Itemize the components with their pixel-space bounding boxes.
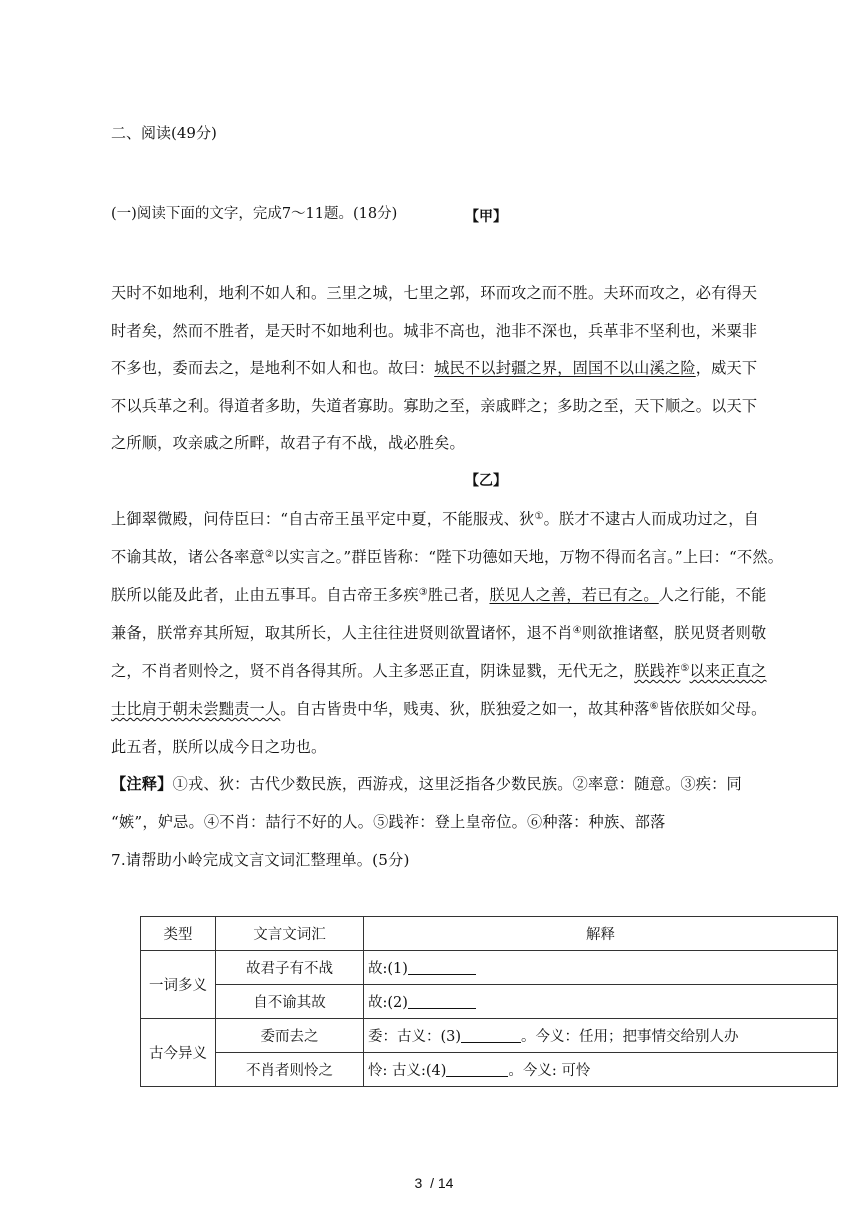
yi-line-1-post: 。朕才不逮古人而成功过之，自	[543, 510, 760, 528]
jia-line-3-post: ，威天下	[695, 359, 758, 377]
explain-prefix: 委：古义：(3)	[368, 1029, 462, 1045]
jia-line-3	[111, 357, 757, 378]
yi-underlined-sentence: 朕见人之善，若已有之。	[489, 586, 659, 604]
explain-prefix: 故:(2)	[368, 995, 408, 1011]
jia-line-4: 不以兵革之利。得道者多助，失道者寡助。寡助之至，亲戚畔之；多助之至，天下顺之。以天下	[111, 397, 758, 415]
yi-line-6	[111, 698, 766, 719]
jia-line-5: 之所顺，攻亲戚之所畔，故君子有不战，战必胜矣。	[111, 434, 465, 452]
notes-line-2: “嫉”，妒忌。④不肖：喆行不好的人。⑤践祚：登上皇帝位。⑥种落：种族、部落	[111, 813, 666, 831]
yi-title: 【乙】	[465, 473, 507, 489]
part-intro: (一)阅读下面的文字，完成7～11题。(18分)	[111, 206, 398, 222]
yi-line-3-mid: 胜己者，	[427, 586, 490, 604]
jia-line-2: 时者矣，然而不胜者，是天时不如地利也。城非不高也，池非不深也，兵革非不坚利也，米粟非	[111, 322, 758, 340]
page-number: 3 / 14	[414, 1175, 454, 1191]
table-row	[141, 1019, 838, 1053]
jia-title: 【甲】	[465, 209, 507, 225]
yi-line-2-post: 以实言之。”群臣皆称：“陛下功德如天地，万物不得而名言。”上曰：“不然。	[274, 548, 784, 566]
jia-line-1: 天时不如地利，地利不如人和。三里之城，七里之郭，环而攻之而不胜。夫环而攻之，必有得天	[111, 284, 758, 302]
yi-wavy-sentence-a: 朕践祚	[634, 662, 681, 680]
yi-line-1-pre: 上御翠微殿，问侍臣曰：“自古帝王虽平定中夏，不能服戎、狄	[111, 510, 535, 528]
yi-line-2-pre: 不谕其故，诸公各率意	[111, 548, 265, 566]
answer-blank-2[interactable]	[408, 994, 476, 1009]
note-mark-4: ④	[572, 625, 582, 636]
answer-blank-3[interactable]	[461, 1028, 521, 1043]
answer-blank-1[interactable]	[408, 960, 476, 975]
note-mark-3: ③	[418, 587, 428, 598]
note-mark-5: ⑤	[680, 663, 690, 674]
question-7: 7.请帮助小岭完成文言文词汇整理单。(5分)	[111, 851, 410, 869]
yi-line-2	[111, 546, 783, 567]
notes-text-1: ①戎、狄：古代少数民族，西游戎，这里泛指各少数民族。②率意：随意。③疾：同	[172, 775, 742, 793]
yi-line-4	[111, 622, 766, 643]
table-row	[141, 951, 838, 985]
yi-line-4-pre: 兼备，朕常弃其所短，取其所长，人主往往进贤则欲置诸怀，退不肖	[111, 624, 573, 642]
section-heading: 二、阅读(49分)	[111, 124, 217, 142]
note-mark-2: ②	[264, 549, 275, 560]
yi-line-3	[111, 584, 766, 605]
word-cell: 不肖者则怜之	[216, 1053, 364, 1087]
yi-line-5-pre: 之，不肖者则怜之，贤不肖各得其所。人主多恶正直，阴诛显戮，无代无之，	[111, 662, 635, 680]
header-type: 类型	[141, 917, 216, 951]
table-row	[141, 1053, 838, 1087]
jia-line-3-pre: 不多也，委而去之，是地利不如人和也。故曰：	[111, 359, 435, 377]
note-mark-1: ①	[534, 511, 544, 522]
type-cell-polysemy: 一词多义	[141, 951, 216, 1019]
notes-label: 【注释】	[111, 775, 173, 793]
type-cell-ancient-modern: 古今异义	[141, 1019, 216, 1087]
explain-suffix: 。今义：任用；把事情交给别人办	[521, 1029, 739, 1045]
vocab-table	[140, 916, 838, 1087]
explain-cell	[364, 1053, 838, 1087]
word-cell: 自不谕其故	[216, 985, 364, 1019]
explain-suffix: 。今义: 可怜	[508, 1063, 591, 1079]
header-explain: 解释	[364, 917, 838, 951]
table-row	[141, 985, 838, 1019]
explain-cell	[364, 1019, 838, 1053]
yi-wavy-sentence-b: 以来正直之	[689, 662, 767, 680]
yi-line-3-pre: 朕所以能及此者，止由五事耳。自古帝王多疾	[111, 586, 419, 604]
note-mark-6: ⑥	[649, 701, 659, 712]
explain-cell	[364, 985, 838, 1019]
yi-line-5	[111, 660, 766, 681]
yi-line-4-post: 则欲推诸壑，朕见贤者则敬	[581, 624, 767, 642]
jia-underlined-sentence: 城民不以封疆之界，固国不以山溪之险	[434, 359, 696, 377]
notes-line-1	[111, 773, 742, 794]
yi-line-6-post: 。自古皆贵中华，贱夷、狄，朕独爱之如一，故其种落	[280, 700, 650, 718]
table-header-row	[141, 917, 838, 951]
header-word: 文言文词汇	[216, 917, 364, 951]
yi-wavy-sentence-c: 士比肩于朝未尝黜责一人	[111, 700, 281, 718]
explain-cell	[364, 951, 838, 985]
word-cell: 故君子有不战	[216, 951, 364, 985]
yi-line-6-post2: 皆依朕如父母。	[658, 700, 767, 718]
explain-prefix: 故:(1)	[368, 961, 408, 977]
explain-prefix: 怜: 古义:(4)	[368, 1063, 447, 1079]
word-cell: 委而去之	[216, 1019, 364, 1053]
yi-line-3-post: 人之行能，不能	[658, 586, 767, 604]
yi-line-7: 此五者，朕所以成今日之功也。	[111, 738, 327, 756]
yi-line-1	[111, 508, 759, 529]
answer-blank-4[interactable]	[446, 1062, 508, 1077]
